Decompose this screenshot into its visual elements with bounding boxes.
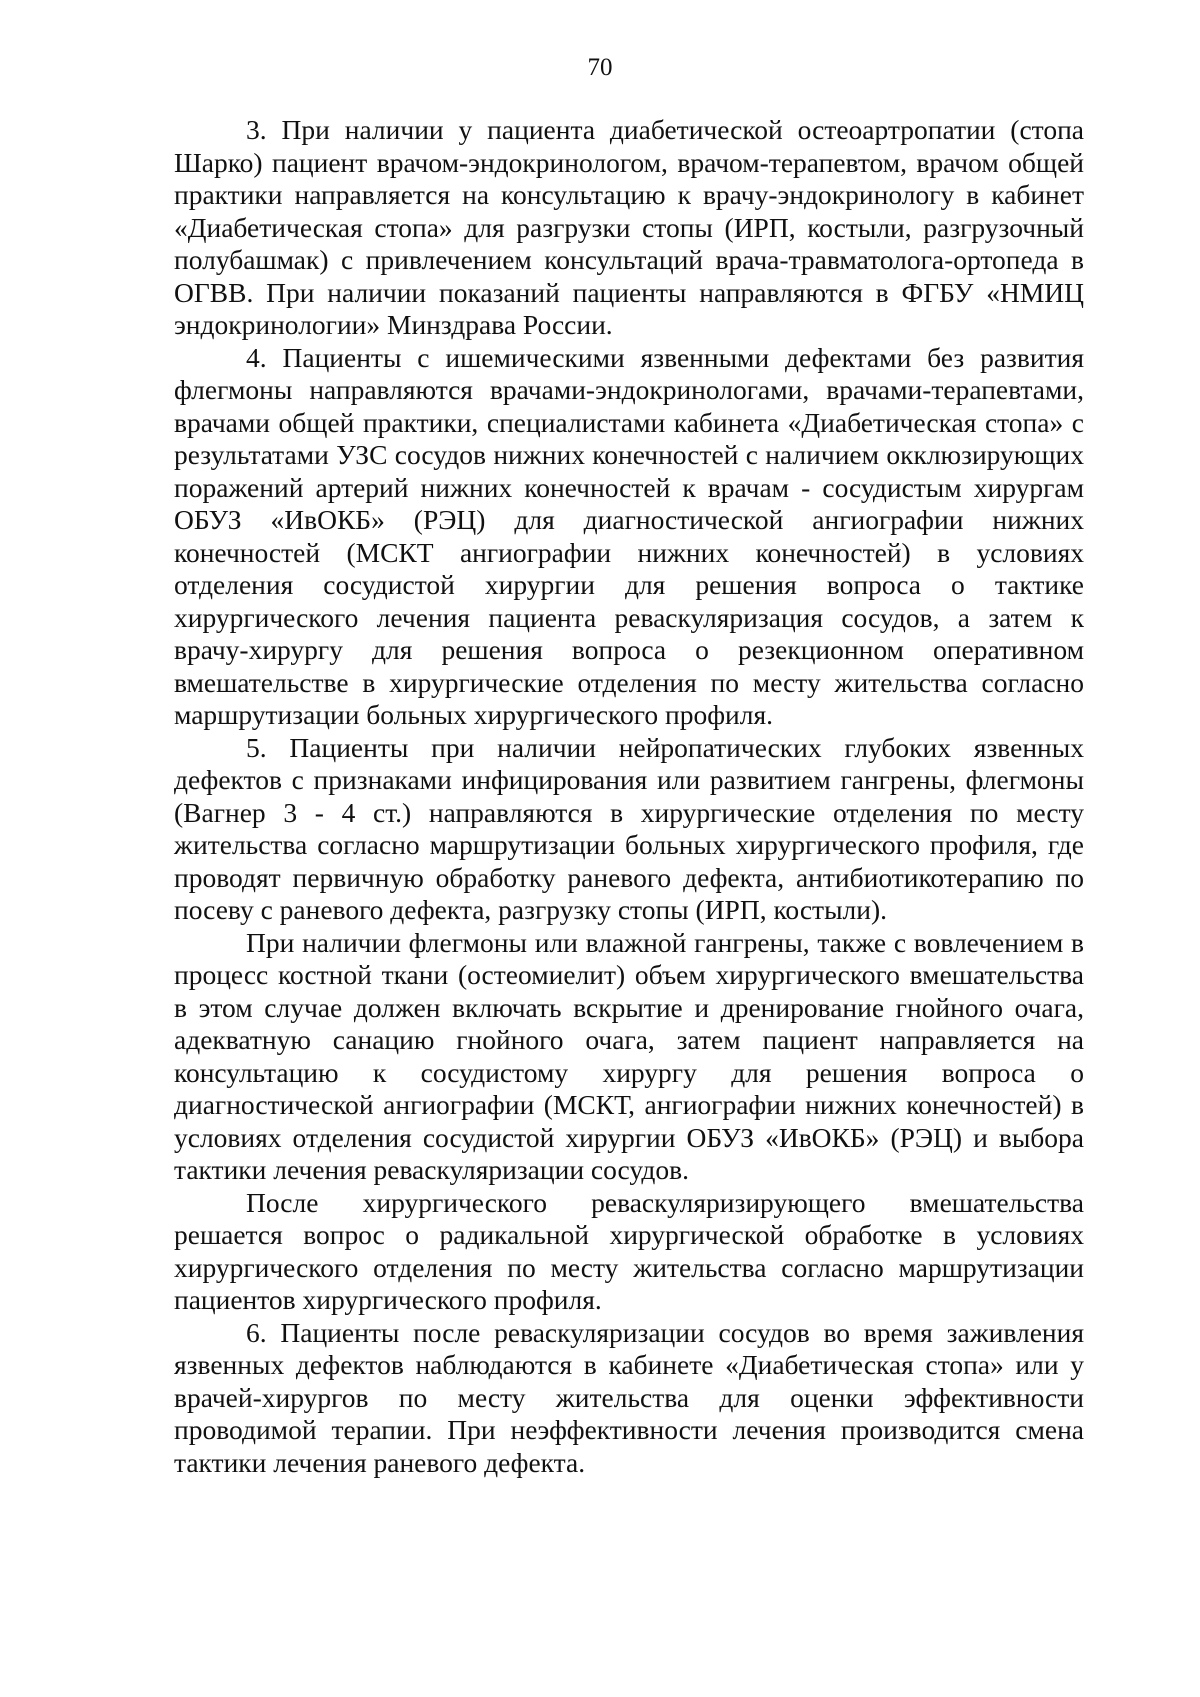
- document-body: [174, 114, 1084, 1479]
- paragraph-item-6: 6. Пациенты после реваскуляризации сосудов во время заживления язвенных дефектов наблюдаются в кабинете «Диабетическая стопа» или у врачей-хирургов по месту жительства для оценки эффективности проводимой терапии. При неэффективности лечения производится смена тактики лечения раневого дефекта.: [174, 1316, 1084, 1478]
- paragraph-after-revascularization: После хирургического реваскуляризирующего вмешательства решается вопрос о радикальной хирургической обработке в условиях хирургического отделения по месту жительства согласно маршрутизации пациентов хирургического профиля.: [174, 1186, 1084, 1315]
- paragraph-item-5: 5. Пациенты при наличии нейропатических глубоких язвенных дефектов с признаками инфицирования или развитием гангрены, флегмоны (Вагнер 3 - 4 ст.) направляются в хирургические отделения по месту жительства согласно маршрутизации больных хирургического профиля, где проводят первичную обработку раневого дефекта, антибиотикотерапию по посеву с раневого дефекта, разгрузку стопы (ИРП, костыли).: [174, 731, 1084, 925]
- paragraph-phlegmon-gangrene: При наличии флегмоны или влажной гангрены, также с вовлечением в процесс костной ткани (остеомиелит) объем хирургического вмешательства в этом случае должен включать вскрытие и дренирование гнойного очага, адекватную санацию гнойного очага, затем пациент направляется на консультацию к сосудистому хирургу для решения вопроса о диагностической ангиографии (МСКТ, ангиографии нижних конечностей) в условиях отделения сосудистой хирургии ОБУЗ «ИвОКБ» (РЭЦ) и выбора тактики лечения реваскуляризации сосудов.: [174, 926, 1084, 1185]
- paragraph-item-4: 4. Пациенты с ишемическими язвенными дефектами без развития флегмоны направляются врачами-эндокринологами, врачами-терапевтами, врачами общей практики, специалистами кабинета «Диабетическая стопа» с результатами УЗС сосудов нижних конечностей с наличием окклюзирующих поражений артерий нижних конечностей к врачам - сосудистым хирургам ОБУЗ «ИвОКБ» (РЭЦ) для диагностической ангиографии нижних конечностей (МСКТ ангиографии нижних конечностей) в условиях отделения сосудистой хирургии для решения вопроса о тактике хирургического лечения пациента реваскуляризация сосудов, а затем к врачу-хирургу для решения вопроса о резекционном оперативном вмешательстве в хирургические отделения по месту жительства согласно маршрутизации больных хирургического профиля.: [174, 341, 1084, 730]
- page-number: 70: [587, 54, 613, 81]
- paragraph-item-3: 3. При наличии у пациента диабетической остеоартропатии (стопа Шарко) пациент врачом-эндокринологом, врачом-терапевтом, врачом общей практики направляется на консультацию к врачу-эндокринологу в кабинет «Диабетическая стопа» для разгрузки стопы (ИРП, костыли, разгрузочный полубашмак) с привлечением консультаций врача-травматолога-ортопеда в ОГВВ. При наличии показаний пациенты направляются в ФГБУ «НМИЦ эндокринологии» Минздрава России.: [174, 114, 1084, 340]
